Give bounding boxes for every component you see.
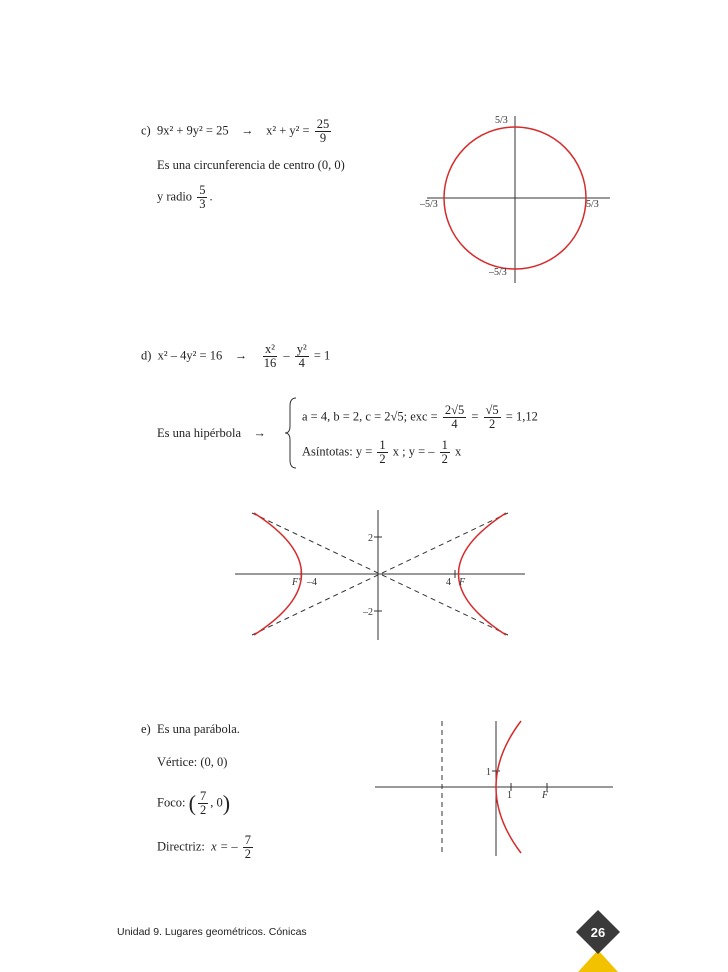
section-c-radius: y radio $\frac{5}{3}$ . [157,183,213,212]
hyperbola-label-xneg4: –4 [307,577,317,588]
hyperbola-label-f: F [459,577,466,588]
section-c-desc: Es una circunferencia de centro (0, 0) [157,158,345,172]
parabola-graph [375,718,615,858]
section-e-focus: Foco: ( $\frac{7}{2}$ , 0) [157,789,231,818]
section-e-title: e) Es una parábola. [141,722,240,736]
section-c-equation: c) 9x² + 9y² = 25 → x² + y² = $\frac{25}{9}$ [141,117,330,146]
section-d-equation: d) x² – 4y² = 16 → $\frac{\text{x²}}{16}$ – $\frac{\text{y²}}{4}$ = 1 [141,342,331,371]
hyperbola-params: a = 4, b = 2, c = 2√5; exc = $\frac{2√5}{4}$ = $\frac{√5}{2}$ = 1,12 [302,403,538,432]
circle-label-bottom: –5/3 [489,267,507,278]
hyperbola-label-y2: 2 [368,533,373,544]
circle-label-left: –5/3 [420,199,438,210]
parabola-label-y1: 1 [486,767,491,778]
section-d-desc: Es una hipérbola → [157,426,267,440]
hyperbola-graph [230,505,530,645]
page-number-badge [576,910,620,972]
parabola-label-f: F [542,790,549,801]
curly-brace [284,396,298,470]
page-number: 26 [590,925,606,940]
circle-label-top: 5/3 [495,115,508,126]
hyperbola-label-f-prime: F' [292,577,301,588]
circle-label-right: 5/3 [586,199,599,210]
section-e-directrix: Directriz: x = – $\frac{7}{2}$ [157,833,251,862]
fraction-25-9: $\frac{25}{9}$ [316,117,330,146]
hyperbola-label-yneg2: –2 [363,607,373,618]
footer-title: Unidad 9. Lugares geométricos. Cónicas [117,926,307,938]
section-e-vertex: Vértice: (0, 0) [157,755,228,769]
hyperbola-asymptotes: Asíntotas: y = $\frac{1}{2}$ x ; y = – $\frac{1}{2}$ x [302,438,462,467]
circle-graph [405,108,620,288]
parabola-label-x1: 1 [507,790,512,801]
hyperbola-label-x4: 4 [446,577,451,588]
